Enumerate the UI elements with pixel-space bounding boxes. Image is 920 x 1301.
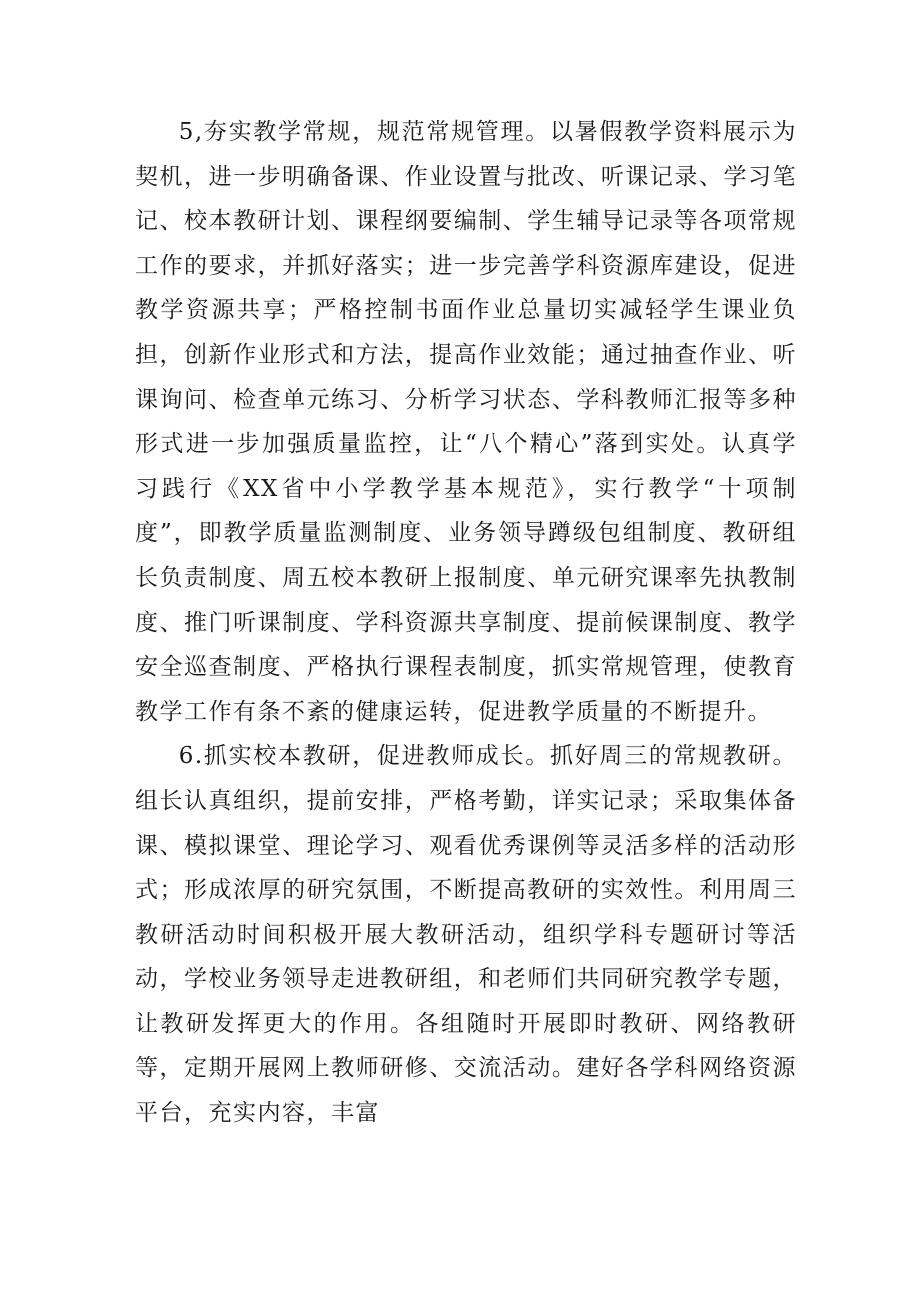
paragraph-school-research: 6.抓实校本教研，促进教师成长。抓好周三的常规教研。组长认真组织，提前安排，严格考勤，详实记录；采取集体备课、模拟课堂、理论学习、观看优秀课例等灵活多样的活动形式；形成浓厚的研究氛围，不断提高教研的实效性。利用周三教研活动时间积极开展大教研活动，组织学科专题研讨等活动，学校业务领导走进教研组，和老师们共同研究教学专题，让教研发挥更大的作用。各组随时开展即时教研、网络教研等，定期开展网上教师研修、交流活动。建好各学科网络资源平台，充实内容，丰富 [135, 743, 797, 1127]
paragraph-teaching-routine: 5,夯实教学常规，规范常规管理。以暑假教学资料展示为契机，进一步明确备课、作业设置与批改、听课记录、学习笔记、校本教研计划、课程纲要编制、学生辅导记录等各项常规工作的要求，并抓好落实；进一步完善学科资源库建设，促进教学资源共享；严格控制书面作业总量切实减轻学生课业负担，创新作业形式和方法，提高作业效能；通过抽查作业、听课询问、检查单元练习、分析学习状态、学科教师汇报等多种形式进一步加强质量监控，让“八个精心”落到实处。认真学习践行《XX省中小学教学基本规范》，实行教学“十项制度”，即教学质量监测制度、业务领导蹲级包组制度、教研组长负责制度、周五校本教研上报制度、单元研究课率先执教制度、推门听课制度、学科资源共享制度、提前候课制度、教学安全巡查制度、严格执行课程表制度，抓实常规管理，使教育教学工作有条不紊的健康运转，促进教学质量的不断提升。 [135, 119, 797, 725]
document-page [135, 110, 797, 1136]
